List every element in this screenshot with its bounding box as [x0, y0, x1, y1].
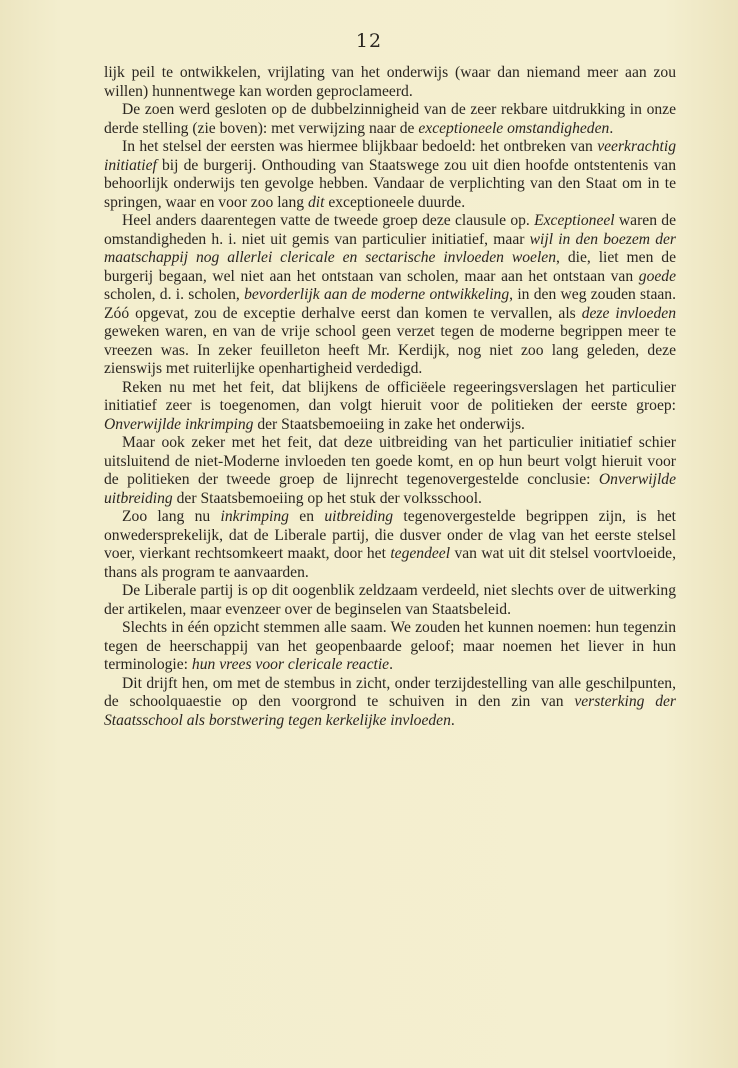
paragraph — [104, 508, 676, 582]
paragraph — [104, 434, 676, 508]
text-run: Zoo lang nu — [122, 508, 221, 525]
text-run: bij de burgerij. Onthouding van Staatswege zou uit dien hoofde ontstentenis van behoorlijk onderwijs ten gevolge hebben. Vandaar de verplichting van den Staat om in te springen, waar en voor zoo lang — [104, 156, 676, 211]
paragraph — [104, 101, 676, 138]
italic-phrase: hun vrees voor clericale reactie — [191, 656, 390, 673]
italic-phrase: versterking der Staatsschool als borstwering tegen kerkelijke invloeden — [104, 693, 677, 729]
page-body-text — [104, 64, 676, 730]
italic-phrase: veerkrachtig initiatief — [104, 138, 676, 174]
italic-phrase: wijl in den boezem der maatschappij nog allerlei clericale en sectarische invloeden woelen — [104, 230, 676, 266]
text-run: , die, liet men de burgerij begaan, wel niet aan het ontstaan van scholen, maar aan het ontstaan van — [104, 249, 676, 285]
page-number: 12 — [355, 30, 383, 52]
text-run: De Liberale partij is op dit oogenblik zeldzaam verdeeld, niet slechts over de uitwerking der artikelen, maar evenzeer over de beginselen van Staatsbeleid. — [104, 582, 676, 618]
text-run: der Staatsbemoeiing in zake het onderwijs. — [253, 415, 525, 433]
text-run: . — [609, 119, 614, 137]
text-run: waren de omstandigheden h. i. niet uit gemis van particulier initiatief, maar — [104, 212, 676, 248]
text-run: scholen, d. i. scholen, — [104, 286, 245, 303]
italic-phrase: goede — [638, 267, 676, 285]
text-run: exceptioneele duurde. — [324, 193, 466, 211]
paragraph — [104, 619, 676, 675]
text-run: van wat uit dit stelsel voortvloeide, thans als program te aanvaarden. — [104, 545, 676, 581]
italic-phrase: dit — [307, 193, 325, 211]
italic-phrase: deze invloeden — [581, 304, 676, 322]
paragraph — [104, 212, 676, 379]
text-run: . — [389, 656, 393, 673]
paragraph — [104, 379, 676, 435]
text-run: lijk peil te ontwikkelen, vrijlating van het onderwijs (waar dan niemand meer aan zou willen) hunnentwege kan worden geproclameerd. — [104, 64, 676, 100]
text-run: In het stelsel der eersten was hiermee blijkbaar bedoeld: het ontbreken van — [122, 138, 598, 155]
italic-phrase: inkrimping — [220, 508, 289, 525]
text-run: der Staatsbemoeiing op het stuk der volksschool. — [172, 489, 482, 507]
paragraph — [104, 138, 676, 212]
text-run: tegenovergestelde begrippen zijn, is het onwedersprekelijk, dat de Liberale partij, die dusver onder de vlag van het eerste stelsel voer, vierkant rechtsomkeert maakt, door het — [104, 508, 676, 562]
italic-phrase: bevorderlijk aan de moderne ontwikkeling — [244, 286, 510, 303]
text-run: Maar ook zeker met het feit, dat deze uitbreiding van het particulier initiatief schier uitsluitend de niet-Moderne invloeden ten goede komt, en op hun beurt volgt hieruit voor de politieken der tweede groep de lijnrecht tegenovergestelde conclusie: — [104, 434, 676, 488]
text-run: geweken waren, en van de vrije school geen verzet tegen de moderne begrippen meer te vreezen was. In zeker feuilleton heeft Mr. Kerdijk, nog niet zoo lang geleden, deze zienswijs met ruiterlijke openhartigheid verdedigd. — [104, 323, 676, 377]
paragraph — [104, 582, 676, 619]
paragraph — [104, 64, 676, 101]
text-run: Reken nu met het feit, dat blijkens de officiëele regeeringsverslagen het particulier initiatief zeer is toegenomen, dan volgt hieruit voor de politieken der eerste groep: — [104, 378, 676, 414]
italic-phrase: Onverwijlde inkrimping — [104, 415, 254, 433]
paragraph — [104, 675, 676, 731]
italic-phrase: Onverwijlde uitbreiding — [104, 471, 676, 507]
italic-phrase: uitbreiding — [324, 508, 394, 525]
text-run: De zoen werd gesloten op de dubbelzinnigheid van de zeer rekbare uitdrukking in onze derde stelling (zie boven): met verwijzing naar de — [104, 101, 676, 137]
text-run: Dit drijft hen, om met de stembus in zicht, onder terzijdestelling van alle geschilpunten, de schoolquaestie op den voorgrond te schuiven in den zin van — [104, 674, 676, 710]
text-run: . — [450, 711, 455, 729]
italic-phrase: tegendeel — [390, 545, 451, 562]
text-run: Slechts in één opzicht stemmen alle saam. We zouden het kunnen noemen: hun tegenzin tegen de heerschappij van het geopenbaarde geloof; maar noemen het liever in hun terminologie: — [104, 619, 676, 673]
text-run: Heel anders daarentegen vatte de tweede groep deze clausule op. — [122, 212, 535, 229]
italic-phrase: Exceptioneel — [534, 212, 615, 229]
text-run: en — [288, 508, 325, 525]
text-run: , in den weg zouden staan. Zóó opgevat, zou de exceptie derhalve eerst dan komen te vervallen, als — [104, 286, 676, 322]
italic-phrase: exceptioneele omstandigheden — [418, 119, 610, 137]
